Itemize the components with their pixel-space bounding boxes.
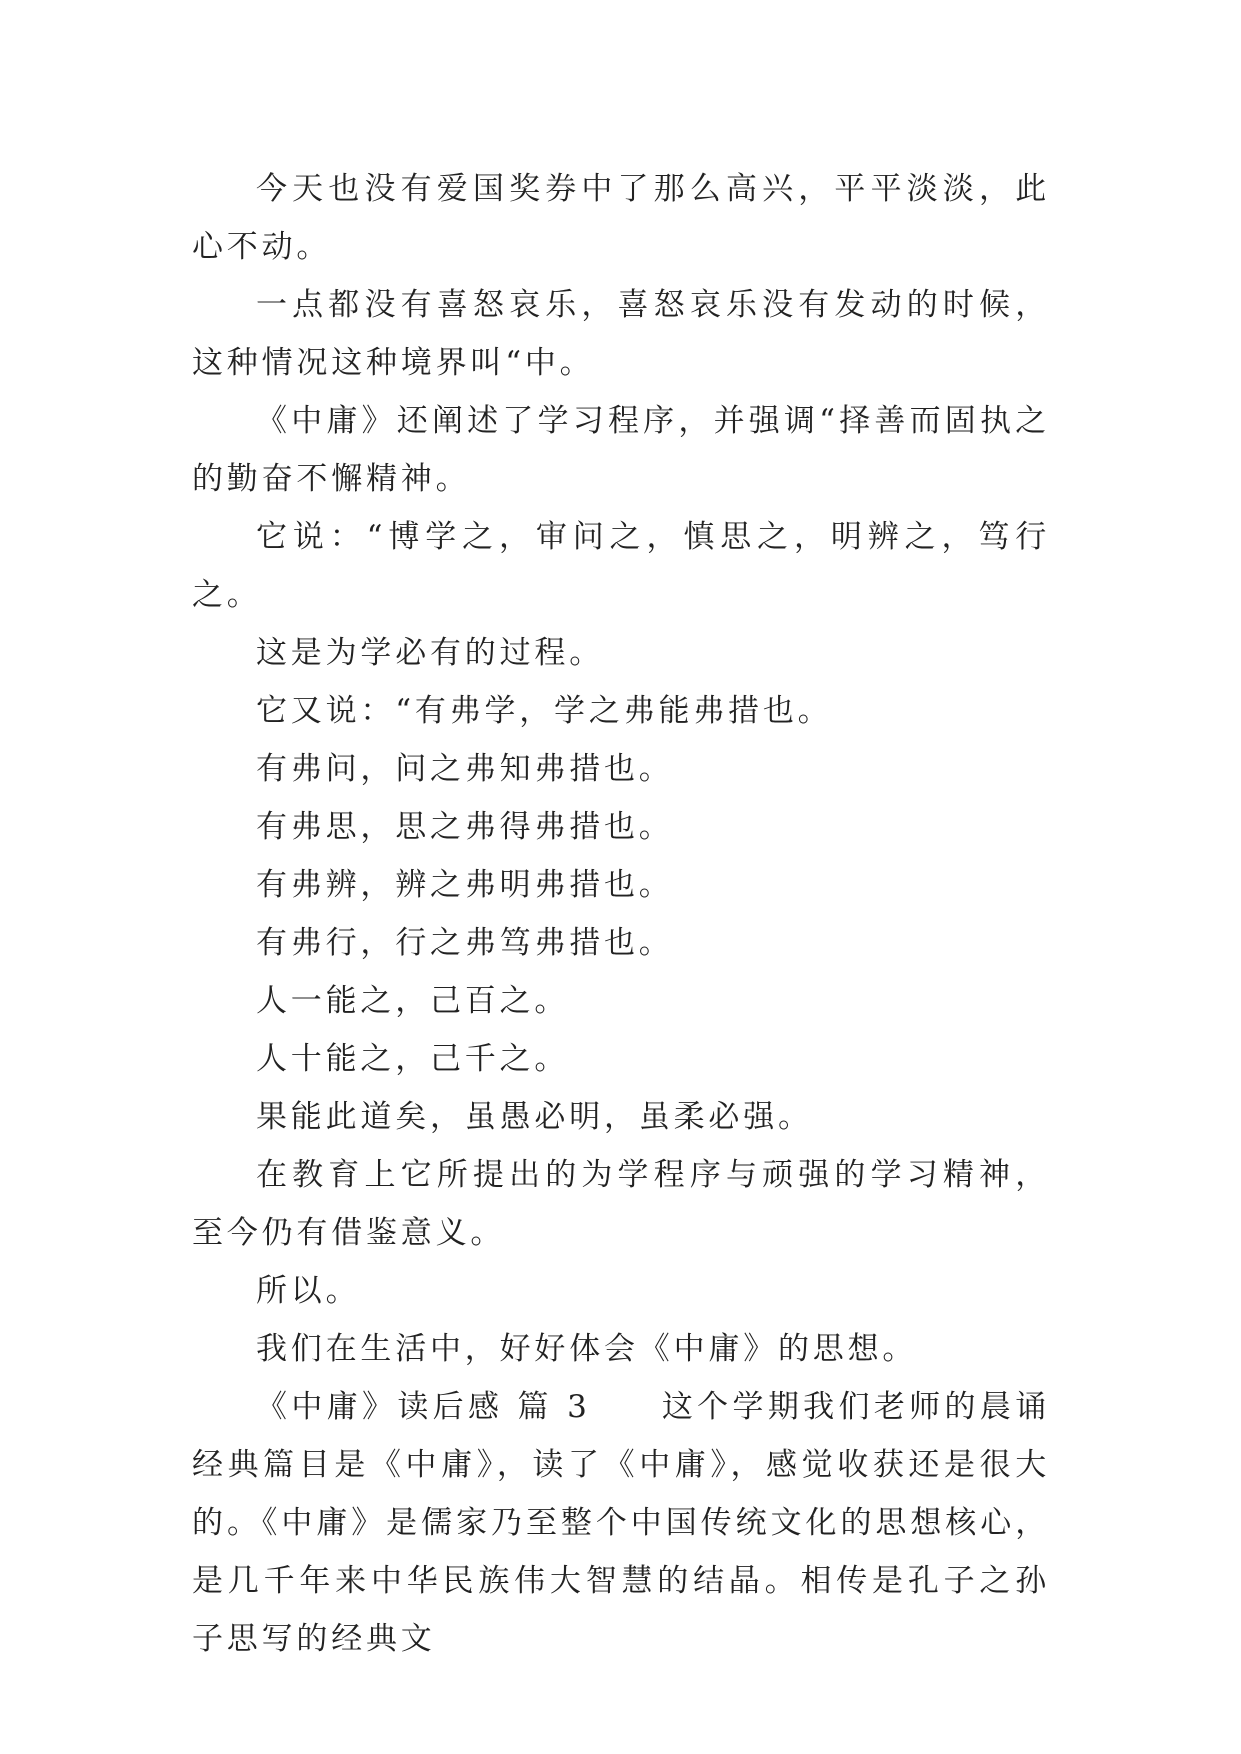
- paragraph: 我们在生活中，好好体会《中庸》的思想。: [256, 1331, 918, 1367]
- paragraph: 人十能之，己千之。: [256, 1041, 570, 1077]
- paragraph: 它说：“博学之，审问之，慎思之，明辨之，笃行之。: [192, 519, 1050, 613]
- paragraph: 在教育上它所提出的为学程序与顽强的学习精神，至今仍有借鉴意义。: [192, 1157, 1050, 1251]
- paragraph: 有弗辨，辨之弗明弗措也。: [256, 867, 674, 903]
- paragraph: 今天也没有爱国奖券中了那么高兴，平平淡淡，此心不动。: [192, 171, 1050, 265]
- paragraph: 《中庸》读后感 篇 3 这个学期我们老师的晨诵经典篇目是《中庸》，读了《中庸》，感觉收获还是很大的。《中庸》是儒家乃至整个中国传统文化的思想核心，是几千年来中华民族伟大智慧的结晶。相传是孔子之孙子思写的经典文: [192, 1389, 1050, 1657]
- paragraph: 有弗行，行之弗笃弗措也。: [256, 925, 674, 961]
- paragraph: 有弗思，思之弗得弗措也。: [256, 809, 674, 845]
- paragraph: 果能此道矣，虽愚必明，虽柔必强。: [256, 1099, 813, 1135]
- paragraph: 人一能之，己百之。: [256, 983, 570, 1019]
- paragraph: 这是为学必有的过程。: [256, 635, 604, 671]
- document-body: [192, 160, 1050, 1668]
- paragraph: 有弗问，问之弗知弗措也。: [256, 751, 674, 787]
- paragraph: 它又说：“有弗学，学之弗能弗措也。: [256, 693, 833, 729]
- paragraph: 所以。: [256, 1273, 361, 1309]
- paragraph: 一点都没有喜怒哀乐，喜怒哀乐没有发动的时候，这种情况这种境界叫“中。: [192, 287, 1050, 381]
- paragraph: 《中庸》还阐述了学习程序，并强调“择善而固执之的勤奋不懈精神。: [192, 403, 1050, 497]
